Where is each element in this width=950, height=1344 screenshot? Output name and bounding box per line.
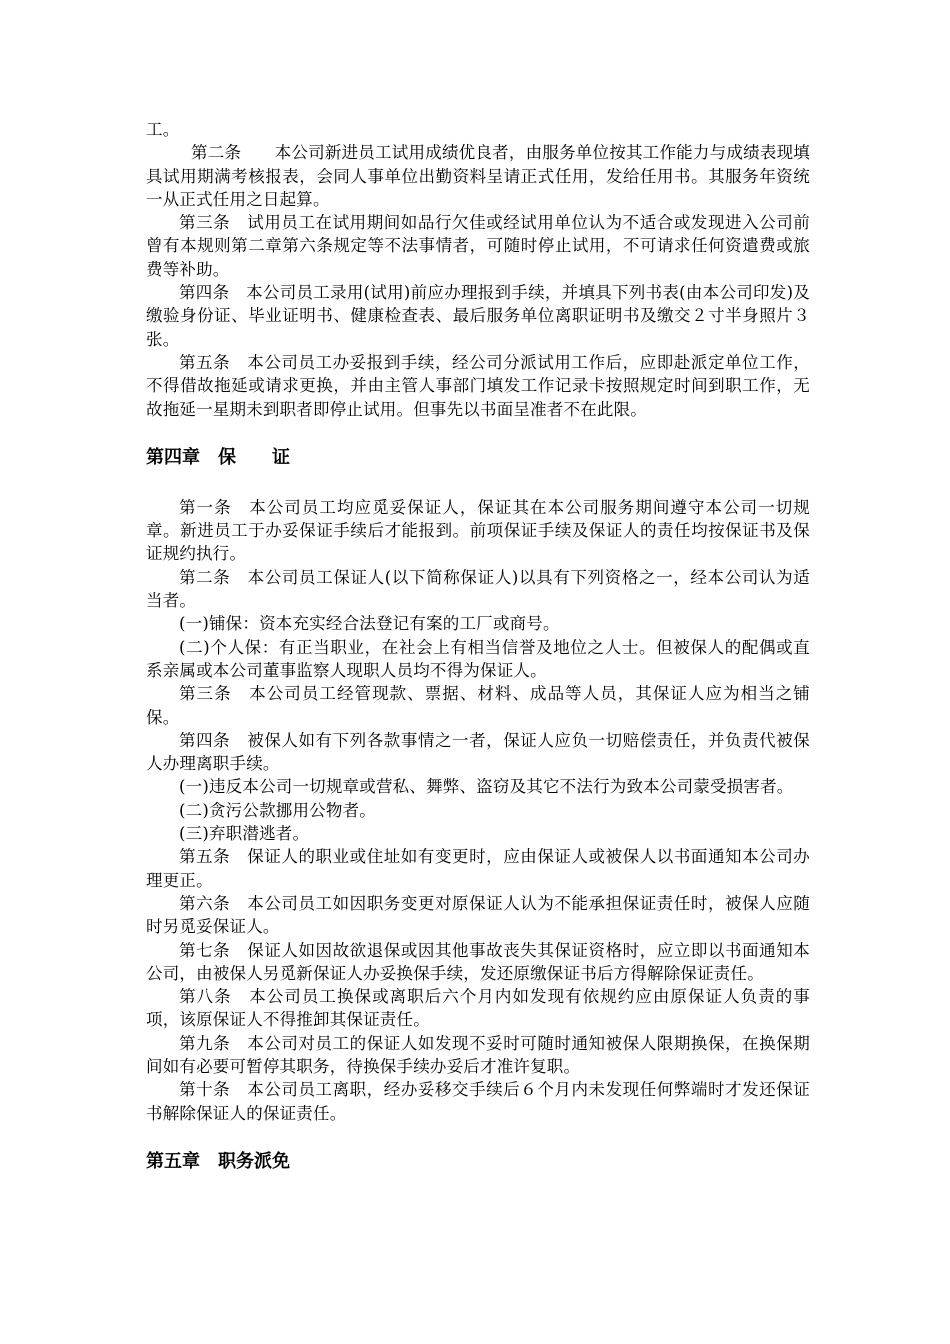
ch4-article-2: 第二条 本公司员工保证人(以下简称保证人)以具有下列资格之一，经本公司认为适当者。 [146,567,810,611]
ch4-article-10: 第十条 本公司员工离职，经办妥移交手续后６个月内未发现任何弊端时才发还保证书解除保证人的保证责任。 [146,1080,810,1123]
article-5-reporting-to-duty: 第五条 本公司员工办妥报到手续，经公司分派试用工作后，应即赴派定单位工作，不得借故拖延或请求更换，并由主管人事部门填发工作记录卡按照规定时间到职工作，无故拖延一星期未到职者即停止试用。但事先以书面呈准者不在此限。 [146,352,810,419]
paragraph-continuation: 工。 [146,120,180,139]
ch4-article-4-item-1: (一)违反本公司一切规章或营私、舞弊、盗窃及其它不法行为致本公司蒙受损害者。 [179,777,794,797]
ch4-article-4-item-3: (三)弃职潜逃者。 [179,824,310,844]
ch4-article-4-item-2: (二)贪污公款挪用公物者。 [179,800,376,820]
ch4-article-8: 第八条 本公司员工换保或离职后六个月内如发现有依规约应由原保证人负责的事项，该原保证人不得推卸其保证责任。 [146,987,810,1030]
document-page [146,118,810,1174]
ch4-article-2-item-1: (一)铺保：资本充实经合法登记有案的工厂或商号。 [179,614,560,634]
article-2-probation-completion: 第二条 本公司新进员工试用成绩优良者，由服务单位按其工作能力与成绩表现填具试用期满考核报表，会同人事单位出勤资料呈请正式任用，发给任用书。其服务年资统一从正式任用之日起算。 [146,143,810,209]
article-3-probation-termination: 第三条 试用员工在试用期间如品行欠佳或经试用单位认为不适合或发现进入公司前曾有本规则第二章第六条规定等不法事情者，可随时停止试用，不可请求任何资遣费或旅费等补助。 [146,213,810,279]
ch4-article-6: 第六条 本公司员工如因职务变更对原保证人认为不能承担保证责任时，被保人应随时另觅妥保证人。 [146,893,810,937]
ch4-article-9: 第九条 本公司对员工的保证人如发现不妥时可随时通知被保人限期换保，在换保期间如有必要可暂停其职务，待换保手续办妥后才准许复职。 [146,1033,810,1076]
article-4-registration-documents: 第四条 本公司员工录用(试用)前应办理报到手续，并填具下列书表(由本公司印发)及缴验身份证、毕业证明书、健康检查表、最后服务单位离职证明书及缴交２寸半身照片３张。 [146,283,810,349]
ch4-article-1: 第一条 本公司员工均应觅妥保证人，保证其在本公司服务期间遵守本公司一切规章。新进员工于办妥保证手续后才能报到。前项保证手续及保证人的责任均按保证书及保证规约执行。 [146,497,810,564]
ch4-article-3: 第三条 本公司员工经管现款、票据、材料、成品等人员，其保证人应为相当之铺保。 [146,684,810,727]
ch4-article-7: 第七条 保证人如因故欲退保或因其他事故丧失其保证资格时，应立即以书面通知本公司，由被保人另觅新保证人办妥换保手续，发还原缴保证书后方得解除保证责任。 [146,940,810,983]
ch4-article-4: 第四条 被保人如有下列各款事情之一者，保证人应负一切赔偿责任，并负责代被保人办理离职手续。 [146,730,810,774]
chapter-4-heading: 第四章 保 证 [146,446,290,468]
ch4-article-5: 第五条 保证人的职业或住址如有变更时，应由保证人或被保人以书面通知本公司办理更正。 [146,847,810,890]
chapter-5-heading: 第五章 职务派免 [146,1150,290,1172]
ch4-article-2-item-2: (二)个人保：有正当职业，在社会上有相当信誉及地位之人士。但被保人的配偶或直系亲属或本公司董事监察人现职人员均不得为保证人。 [146,637,810,680]
